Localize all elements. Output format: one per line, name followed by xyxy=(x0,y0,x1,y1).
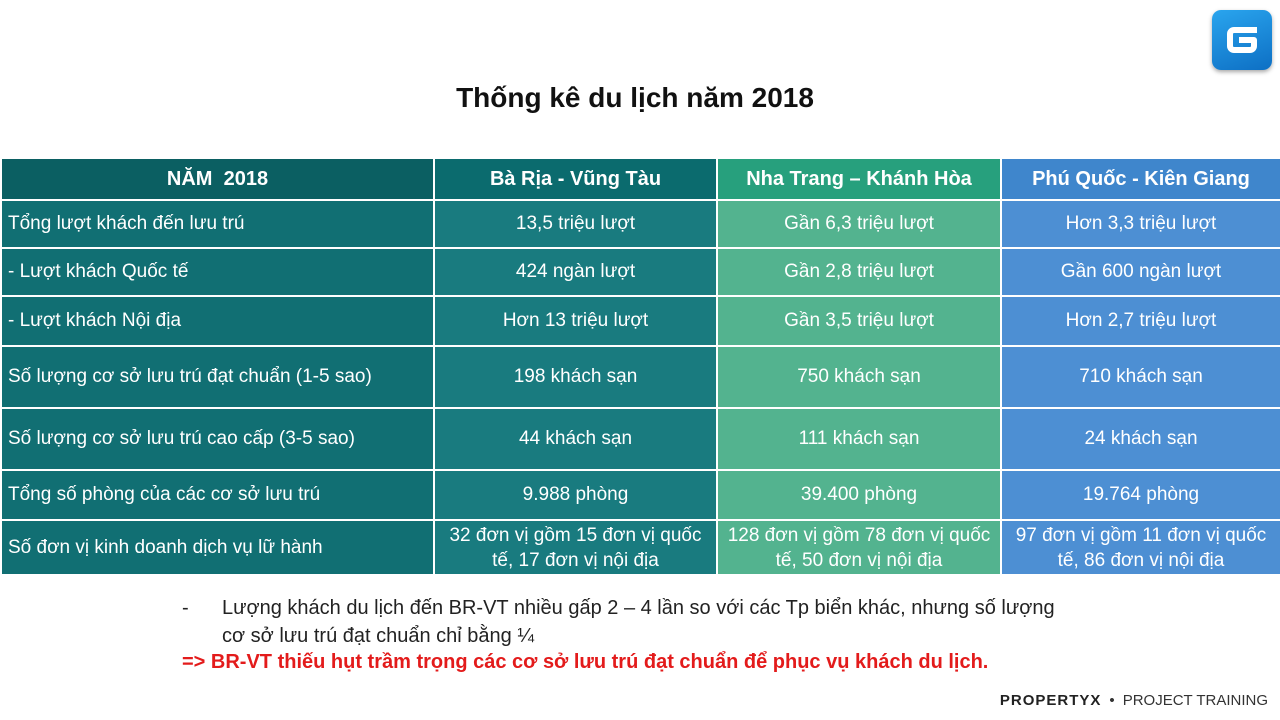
cell-phu-quoc: 97 đơn vị gồm 11 đơn vị quốc tế, 86 đơn vị nội địa xyxy=(1001,520,1280,575)
row-label: Tổng lượt khách đến lưu trú xyxy=(1,200,434,248)
cell-phu-quoc: Hơn 2,7 triệu lượt xyxy=(1001,296,1280,346)
cell-nha-trang: Gần 3,5 triệu lượt xyxy=(717,296,1001,346)
conclusion-text: => BR-VT thiếu hụt trầm trọng các cơ sở lưu trú đạt chuẩn để phục vụ khách du lịch. xyxy=(182,651,989,673)
header-year xyxy=(1,158,434,200)
note-bullet-item xyxy=(182,594,1182,650)
g-logo-icon xyxy=(1212,10,1272,70)
row-label: - Lượt khách Nội địa xyxy=(1,296,434,346)
row-label: Tổng số phòng của các cơ sở lưu trú xyxy=(1,470,434,520)
cell-nha-trang: 128 đơn vị gồm 78 đơn vị quốc tế, 50 đơn vị nội địa xyxy=(717,520,1001,575)
header-nha-trang: Nha Trang – Khánh Hòa xyxy=(717,158,1001,200)
tourism-stats-table xyxy=(0,157,1280,576)
notes xyxy=(182,594,1182,650)
table-row xyxy=(1,470,1280,520)
header-phu-quoc: Phú Quốc - Kiên Giang xyxy=(1001,158,1280,200)
cell-nha-trang: Gần 2,8 triệu lượt xyxy=(717,248,1001,296)
page-title: Thống kê du lịch năm 2018 xyxy=(456,82,814,113)
note-line-2: cơ sở lưu trú đạt chuẩn chỉ bằng ¼ xyxy=(222,625,535,647)
table-row xyxy=(1,408,1280,470)
cell-nha-trang: 111 khách sạn xyxy=(717,408,1001,470)
table-header-row xyxy=(1,158,1280,200)
cell-brvt: 32 đơn vị gồm 15 đơn vị quốc tế, 17 đơn vị nội địa xyxy=(434,520,717,575)
cell-nha-trang: 750 khách sạn xyxy=(717,346,1001,408)
row-label: Số đơn vị kinh doanh dịch vụ lữ hành xyxy=(1,520,434,575)
header-brvt: Bà Rịa - Vũng Tàu xyxy=(434,158,717,200)
footer-separator: • xyxy=(1109,692,1115,709)
cell-phu-quoc: Hơn 3,3 triệu lượt xyxy=(1001,200,1280,248)
table-row xyxy=(1,248,1280,296)
table-row xyxy=(1,346,1280,408)
cell-phu-quoc: 24 khách sạn xyxy=(1001,408,1280,470)
cell-phu-quoc: 19.764 phòng xyxy=(1001,470,1280,520)
cell-phu-quoc: Gần 600 ngàn lượt xyxy=(1001,248,1280,296)
cell-brvt: 198 khách sạn xyxy=(434,346,717,408)
note-line-1: Lượng khách du lịch đến BR-VT nhiều gấp 2 – 4 lần so với các Tp biển khác, nhưng số lượng xyxy=(222,597,1055,619)
cell-brvt: 424 ngàn lượt xyxy=(434,248,717,296)
table-row xyxy=(1,520,1280,575)
cell-nha-trang: 39.400 phòng xyxy=(717,470,1001,520)
cell-brvt: 13,5 triệu lượt xyxy=(434,200,717,248)
table-row xyxy=(1,200,1280,248)
row-label: - Lượt khách Quốc tế xyxy=(1,248,434,296)
header-year-value: 2018 xyxy=(223,167,269,190)
footer xyxy=(1000,692,1268,709)
row-label: Số lượng cơ sở lưu trú cao cấp (3-5 sao) xyxy=(1,408,434,470)
footer-label: PROJECT TRAINING xyxy=(1122,692,1268,709)
cell-brvt: 9.988 phòng xyxy=(434,470,717,520)
table-row xyxy=(1,296,1280,346)
cell-nha-trang: Gần 6,3 triệu lượt xyxy=(717,200,1001,248)
row-label: Số lượng cơ sở lưu trú đạt chuẩn (1-5 sao) xyxy=(1,346,434,408)
header-year-prefix: NĂM xyxy=(166,167,213,190)
propertyx-logo: PROPERTYX xyxy=(999,692,1102,709)
cell-phu-quoc: 710 khách sạn xyxy=(1001,346,1280,408)
bullet-dash: - xyxy=(182,597,189,619)
cell-brvt: Hơn 13 triệu lượt xyxy=(434,296,717,346)
cell-brvt: 44 khách sạn xyxy=(434,408,717,470)
